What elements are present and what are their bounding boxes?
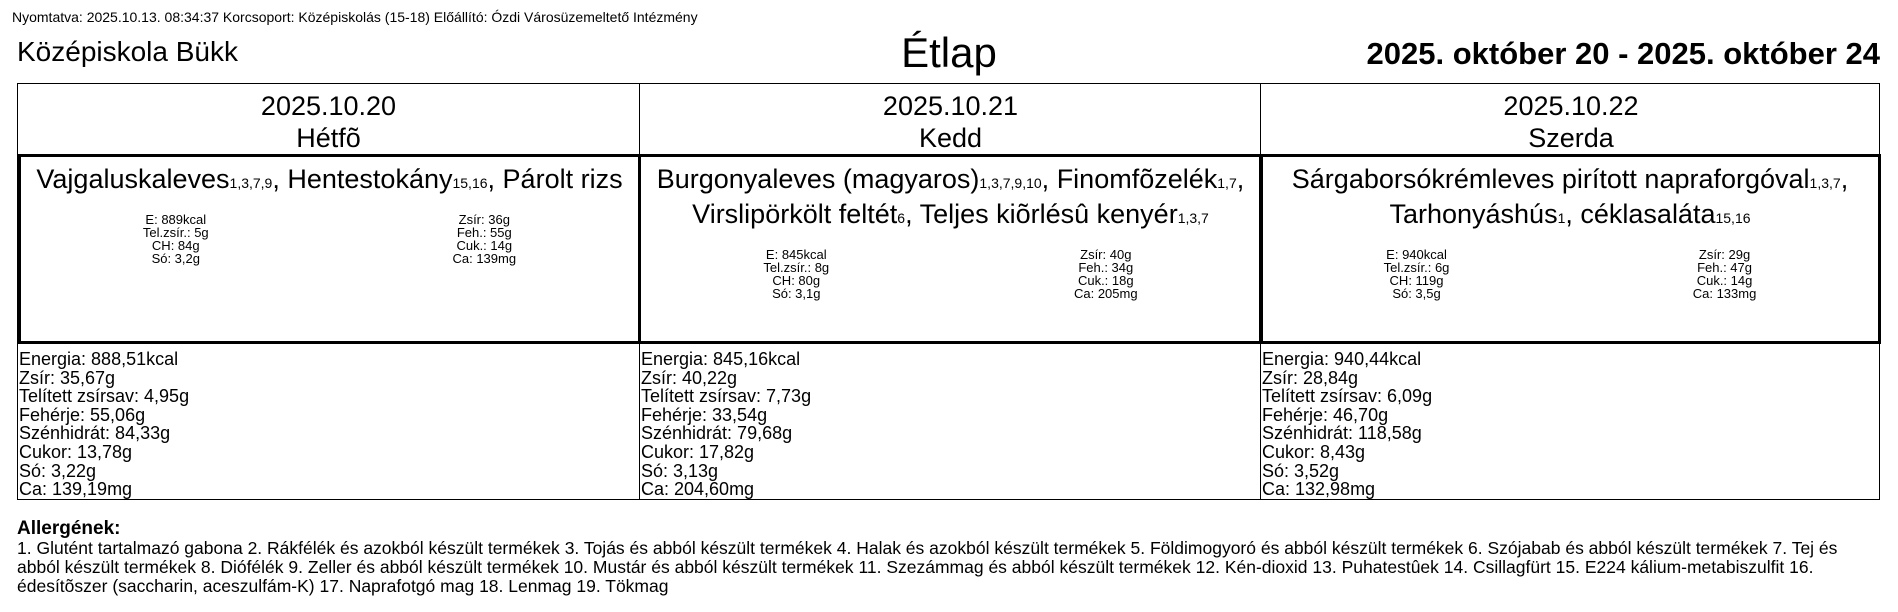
allergen-list bbox=[17, 539, 1885, 596]
nutrition-summary bbox=[1262, 248, 1878, 300]
total-value: Zsír: 35,67g bbox=[19, 367, 116, 388]
dish-name: céklasaláta bbox=[1580, 199, 1716, 229]
nutrition-totals bbox=[18, 344, 639, 499]
allergen-item: 7. Tej és abból készült termékek bbox=[17, 538, 1838, 577]
allergen-item: 13. Puhatestûek bbox=[1312, 557, 1439, 577]
nutrition-value: Só: 3,1g bbox=[772, 286, 821, 301]
page-title: Étlap bbox=[901, 29, 997, 76]
allergen-item: 5. Földimogyoró és abból készült termékek bbox=[1130, 538, 1464, 558]
dish-name: Párolt rizs bbox=[502, 164, 623, 194]
allergen-legend-title: Allergének: bbox=[17, 518, 121, 539]
dish-allergens: 15,16 bbox=[452, 175, 488, 191]
total-value: Cukor: 17,82g bbox=[641, 441, 755, 462]
nutrition-value: Só: 3,5g bbox=[1392, 286, 1441, 301]
nutrition-value: Zsír: 29g bbox=[1698, 247, 1751, 262]
day-date: 2025.10.21 bbox=[882, 91, 1019, 121]
allergen-item: 9. Zeller és abból készült termékek bbox=[288, 557, 559, 577]
dish-allergens: 6 bbox=[897, 210, 906, 226]
total-value: Szénhidrát: 79,68g bbox=[641, 423, 793, 444]
total-value: Szénhidrát: 84,33g bbox=[19, 423, 171, 444]
allergen-item: 17. Naprafotgó mag bbox=[319, 576, 475, 596]
total-value: Zsír: 40,22g bbox=[641, 367, 738, 388]
total-value: Só: 3,52g bbox=[1262, 460, 1340, 481]
dish-allergens: 1,7 bbox=[1217, 175, 1237, 191]
dish-separator: , bbox=[1840, 164, 1849, 194]
allergen-item: 8. Diófélék bbox=[200, 557, 284, 577]
dish-name: Hentestokány bbox=[287, 164, 453, 194]
school-name: Középiskola Bükk bbox=[17, 36, 239, 67]
meal-box bbox=[18, 154, 641, 344]
nutrition-value: CH: 84g bbox=[151, 238, 200, 253]
dish-allergens: 1,3,7 bbox=[1809, 175, 1841, 191]
allergen-item: 6. Szójabab és abból készült termékek bbox=[1468, 538, 1768, 558]
allergen-item: 15. E224 kálium-metabiszulfit bbox=[1555, 557, 1785, 577]
nutrition-right bbox=[452, 213, 516, 265]
nutrition-totals bbox=[640, 344, 1261, 499]
nutrition-value: E: 845kcal bbox=[765, 247, 827, 262]
total-value: Szénhidrát: 118,58g bbox=[1262, 423, 1422, 444]
print-info-line: Nyomtatva: 2025.10.13. 08:34:37 Korcsoport: Középiskolás (15-18) Előállító: Ózdi Városüzemeltető Intézmény bbox=[12, 9, 698, 25]
nutrition-value: Só: 3,2g bbox=[151, 251, 200, 266]
total-value: Cukor: 13,78g bbox=[19, 441, 133, 462]
allergen-item: 1. Glutént tartalmazó gabona bbox=[17, 538, 243, 558]
nutrition-value: Feh.: 55g bbox=[456, 225, 512, 240]
day-header bbox=[640, 84, 1261, 154]
dish-separator: , bbox=[1041, 164, 1057, 194]
day-date: 2025.10.20 bbox=[260, 91, 397, 121]
meal-description bbox=[21, 157, 638, 199]
day-header bbox=[1261, 84, 1881, 154]
dish-name: Teljes kiõrlésû kenyér bbox=[919, 199, 1178, 229]
dish-allergens: 1 bbox=[1557, 210, 1566, 226]
nutrition-value: Ca: 133mg bbox=[1692, 286, 1757, 301]
day-date: 2025.10.22 bbox=[1503, 91, 1639, 121]
total-value: Energia: 888,51kcal bbox=[19, 349, 179, 369]
dish-allergens: 1,3,7,9,10 bbox=[979, 175, 1042, 191]
nutrition-value: Cuk.: 14g bbox=[456, 238, 513, 253]
meal-box bbox=[1259, 154, 1881, 344]
nutrition-value: Tel.zsír.: 6g bbox=[1383, 260, 1450, 275]
nutrition-summary bbox=[21, 213, 638, 265]
day-name: Hétfõ bbox=[296, 123, 361, 153]
allergen-item: 18. Lenmag bbox=[479, 576, 572, 596]
total-value: Ca: 204,60mg bbox=[641, 479, 755, 500]
allergen-item: 10. Mustár és abból készült termékek bbox=[563, 557, 854, 577]
dish-name: Virslipörkölt feltét bbox=[692, 199, 898, 229]
nutrition-totals bbox=[1261, 344, 1881, 499]
meal-description bbox=[1262, 157, 1878, 234]
total-value: Fehérje: 33,54g bbox=[641, 404, 768, 425]
nutrition-right bbox=[1074, 248, 1138, 300]
nutrition-value: Zsír: 36g bbox=[458, 212, 510, 227]
menu-grid bbox=[17, 83, 1880, 500]
total-value: Energia: 940,44kcal bbox=[1262, 349, 1422, 369]
nutrition-value: Feh.: 34g bbox=[1078, 260, 1134, 275]
nutrition-value: Zsír: 40g bbox=[1080, 247, 1132, 262]
allergen-item: 3. Tojás és abból készült termékek bbox=[564, 538, 832, 558]
dish-name: Burgonyaleves (magyaros) bbox=[656, 164, 980, 194]
total-value: Cukor: 8,43g bbox=[1262, 441, 1366, 462]
dish-name: Sárgaborsókrémleves pirított napraforgóval bbox=[1291, 164, 1810, 194]
total-value: Telített zsírsav: 6,09g bbox=[1262, 386, 1433, 407]
total-value: Só: 3,22g bbox=[19, 460, 97, 481]
day-name: Szerda bbox=[1528, 123, 1614, 153]
nutrition-left bbox=[763, 248, 829, 300]
dish-separator: , bbox=[1236, 164, 1245, 194]
dish-name: Vajgaluskaleves bbox=[36, 164, 230, 194]
total-value: Fehérje: 55,06g bbox=[19, 404, 146, 425]
nutrition-right bbox=[1693, 248, 1757, 300]
day-column-monday bbox=[18, 84, 639, 499]
nutrition-value: Cuk.: 18g bbox=[1077, 273, 1134, 288]
allergen-item: 12. Kén-dioxid bbox=[1195, 557, 1308, 577]
nutrition-value: CH: 119g bbox=[1389, 273, 1444, 288]
dish-separator: , bbox=[1565, 199, 1581, 229]
allergen-legend bbox=[17, 519, 1885, 596]
total-value: Energia: 845,16kcal bbox=[641, 349, 801, 369]
dish-separator: , bbox=[487, 164, 503, 194]
allergen-item: 4. Halak és azokból készült termékek bbox=[836, 538, 1126, 558]
total-value: Só: 3,13g bbox=[641, 460, 719, 481]
date-range: 2025. október 20 - 2025. október 24 bbox=[1366, 36, 1880, 71]
dish-name: Tarhonyáshús bbox=[1389, 199, 1558, 229]
dish-allergens: 1,3,7,9 bbox=[229, 175, 273, 191]
nutrition-value: Ca: 139mg bbox=[452, 251, 517, 266]
day-name: Kedd bbox=[918, 123, 983, 153]
total-value: Ca: 139,19mg bbox=[19, 479, 133, 500]
nutrition-value: E: 940kcal bbox=[1386, 247, 1447, 262]
meal-description bbox=[641, 157, 1260, 234]
meal-box bbox=[638, 154, 1263, 344]
total-value: Fehérje: 46,70g bbox=[1262, 404, 1389, 425]
total-value: Ca: 132,98mg bbox=[1262, 479, 1376, 500]
total-value: Telített zsírsav: 7,73g bbox=[641, 386, 812, 407]
nutrition-value: CH: 80g bbox=[772, 273, 821, 288]
nutrition-left bbox=[1384, 248, 1450, 300]
nutrition-left bbox=[143, 213, 209, 265]
day-header bbox=[18, 84, 639, 154]
allergen-item: 11. Szezámmag és abból készült termékek bbox=[858, 557, 1191, 577]
nutrition-value: Ca: 205mg bbox=[1073, 286, 1138, 301]
dish-allergens: 15,16 bbox=[1715, 210, 1751, 226]
dish-separator: , bbox=[272, 164, 288, 194]
nutrition-value: Tel.zsír.: 8g bbox=[763, 260, 830, 275]
total-value: Telített zsírsav: 4,95g bbox=[19, 386, 190, 407]
dish-allergens: 1,3,7 bbox=[1177, 210, 1209, 226]
nutrition-value: Feh.: 47g bbox=[1697, 260, 1752, 275]
day-column-wednesday bbox=[1260, 84, 1881, 499]
dish-separator: , bbox=[905, 199, 920, 229]
nutrition-summary bbox=[641, 248, 1260, 300]
allergen-item: 19. Tökmag bbox=[576, 576, 669, 596]
nutrition-value: E: 889kcal bbox=[145, 212, 207, 227]
allergen-item: 2. Rákfélék és azokból készült termékek bbox=[247, 538, 560, 558]
nutrition-value: Cuk.: 14g bbox=[1696, 273, 1753, 288]
allergen-item: 16. édesítõszer (saccharin, aceszulfám-K) bbox=[17, 557, 1814, 596]
total-value: Zsír: 28,84g bbox=[1262, 367, 1359, 388]
allergen-item: 14. Csillagfürt bbox=[1443, 557, 1551, 577]
day-column-tuesday bbox=[639, 84, 1261, 499]
nutrition-value: Tel.zsír.: 5g bbox=[142, 225, 209, 240]
dish-name: Finomfõzelék bbox=[1056, 164, 1218, 194]
